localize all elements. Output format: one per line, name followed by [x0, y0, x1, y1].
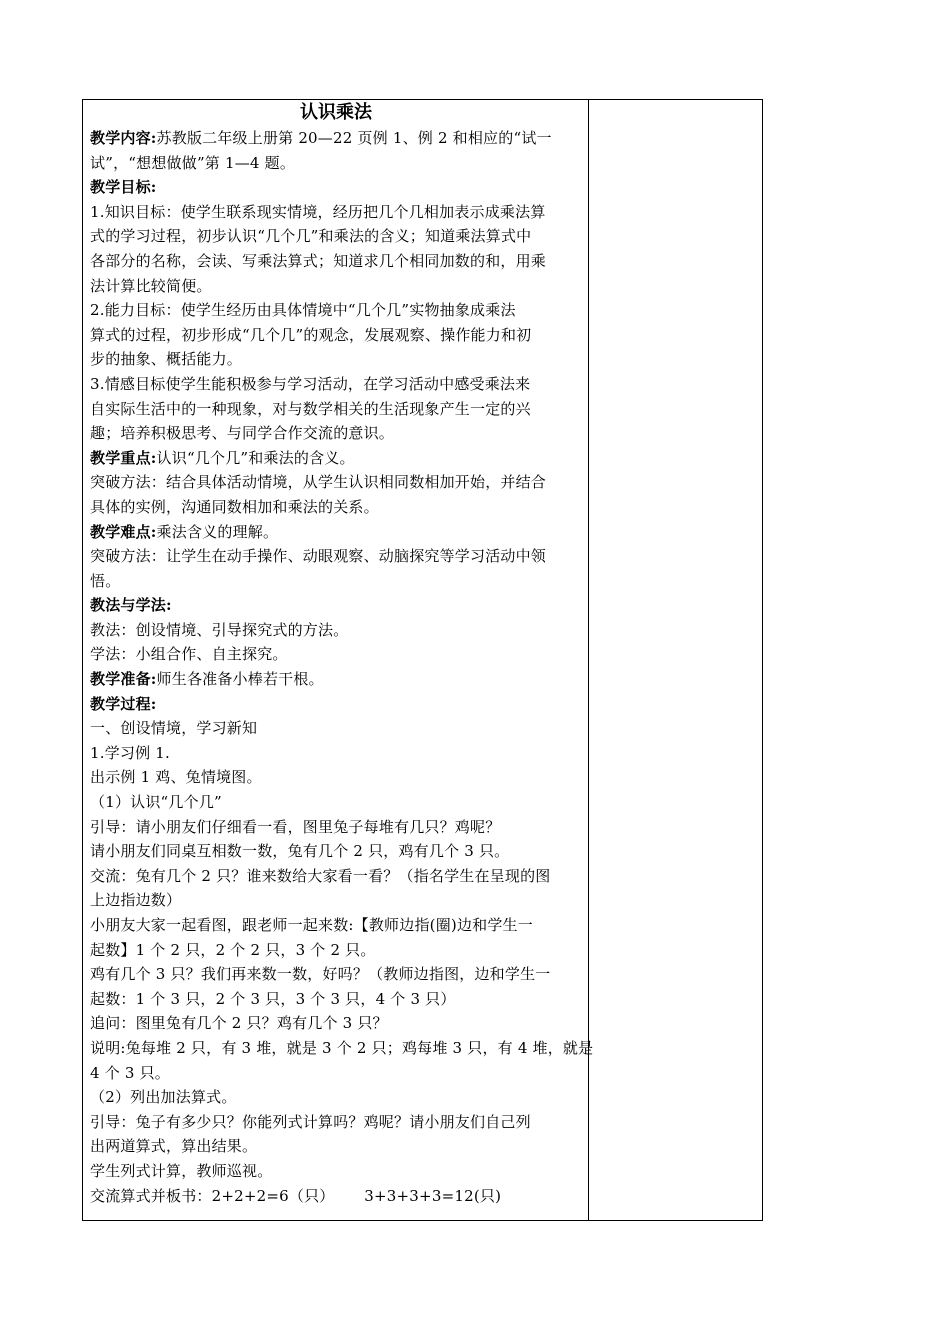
page-title: 认识乘法	[300, 102, 372, 123]
goal-2-line-2: 算式的过程，初步形成“几个几”的观念，发展观察、操作能力和初	[90, 325, 532, 344]
process-line: 起数】1 个 2 只，2 个 2 只，3 个 2 只。	[90, 940, 376, 959]
goal-3-line-1: 3.情感目标使学生能积极参与学习活动，在学习活动中感受乘法来	[90, 374, 531, 393]
preparation-line	[90, 667, 582, 692]
difficulty-text: 乘法含义的理解。	[156, 522, 279, 541]
process-line: 引导：请小朋友们仔细看一看，图里兔子每堆有几只？鸡呢？	[90, 817, 501, 836]
key-point-method-line-1: 突破方法：结合具体活动情境，从学生认识相同数相加开始，并结合	[90, 473, 547, 492]
key-point-text: 认识“几个几”和乘法的含义。	[156, 448, 355, 467]
process-line: （2）列出加法算式。	[90, 1088, 237, 1107]
notes-column	[589, 100, 762, 1220]
key-point-label: 教学重点:	[90, 448, 157, 467]
teaching-content-line	[90, 126, 582, 151]
difficulty-line	[90, 520, 582, 545]
goal-1-line-3: 各部分的名称，会读、写乘法算式；知道求几个相同加数的和，用乘	[90, 251, 547, 270]
process-line: 出两道算式，算出结果。	[90, 1137, 258, 1156]
learning-method: 学法：小组合作、自主探究。	[90, 645, 288, 664]
goal-1-line-1: 1.知识目标：使学生联系现实情境，经历把几个几相加表示成乘法算	[90, 202, 546, 221]
process-line: 4 个 3 只。	[90, 1063, 170, 1082]
process-line: 鸡有几个 3 只？我们再来数一数，好吗？（教师边指图，边和学生一	[90, 965, 551, 984]
difficulty-method-line-1: 突破方法：让学生在动手操作、动眼观察、动脑探究等学习活动中领	[90, 547, 547, 566]
main-column	[90, 100, 594, 1208]
preparation-label: 教学准备:	[90, 670, 157, 689]
process-line: 交流算式并板书：2+2+2=6（只） 3+3+3+3=12(只)	[90, 1186, 502, 1205]
goal-1-line-4: 法计算比较简便。	[90, 276, 212, 295]
process-line: 说明:兔每堆 2 只，有 3 堆，就是 3 个 2 只；鸡每堆 3 只，有 4 堆，就是	[90, 1038, 594, 1057]
process-line: （1）认识“几个几”	[90, 793, 222, 812]
goals-label: 教学目标:	[90, 178, 157, 197]
process-line: 请小朋友们同桌互相数一数，兔有几个 2 只，鸡有几个 3 只。	[90, 842, 510, 861]
goal-2-line-1: 2.能力目标：使学生经历由具体情境中“几个几”实物抽象成乘法	[90, 301, 516, 320]
teaching-content-text: 苏教版二年级上册第 20—22 页例 1、例 2 和相应的“试一	[156, 129, 552, 147]
process-line: 学生列式计算，教师巡视。	[90, 1161, 273, 1180]
goal-1-line-2: 式的学习过程，初步认识“几个几”和乘法的含义；知道乘法算式中	[90, 227, 532, 246]
goal-3-line-3: 趣；培养积极思考、与同学合作交流的意识。	[90, 424, 395, 443]
methods-label: 教法与学法:	[90, 596, 172, 615]
process-line: 小朋友大家一起看图，跟老师一起来数:【教师边指(圈)边和学生一	[90, 916, 533, 934]
process-line: 交流：兔有几个 2 只？谁来数给大家看一看？（指名学生在呈现的图	[90, 866, 551, 885]
teaching-content-line-2: 试”，“想想做做”第 1—4 题。	[90, 153, 296, 172]
preparation-text: 师生各准备小棒若干根。	[156, 670, 324, 689]
process-label: 教学过程:	[90, 694, 157, 713]
teaching-content-label: 教学内容:	[90, 129, 157, 147]
process-line: 出示例 1 鸡、兔情境图。	[90, 768, 262, 787]
process-line: 追问：图里兔有几个 2 只？鸡有几个 3 只？	[90, 1014, 388, 1033]
key-point-method-line-2: 具体的实例，沟通同数相加和乘法的关系。	[90, 497, 379, 516]
process-line: 起数：1 个 3 只，2 个 3 只，3 个 3 只，4 个 3 只）	[90, 989, 456, 1008]
goal-3-line-2: 自实际生活中的一种现象，对与数学相关的生活现象产生一定的兴	[90, 399, 531, 418]
teaching-method: 教法：创设情境、引导探究式的方法。	[90, 620, 349, 639]
process-line: 一、创设情境，学习新知	[90, 719, 258, 738]
process-line: 1.学习例 1.	[90, 743, 170, 762]
process-line: 引导：兔子有多少只？你能列式计算吗？鸡呢？请小朋友们自己列	[90, 1112, 531, 1131]
difficulty-label: 教学难点:	[90, 522, 157, 541]
process-line: 上边指边数）	[90, 891, 182, 910]
key-point-line	[90, 446, 582, 471]
goal-2-line-3: 步的抽象、概括能力。	[90, 350, 243, 369]
difficulty-method-line-2: 悟。	[90, 571, 121, 590]
lesson-plan-table	[82, 99, 763, 1221]
